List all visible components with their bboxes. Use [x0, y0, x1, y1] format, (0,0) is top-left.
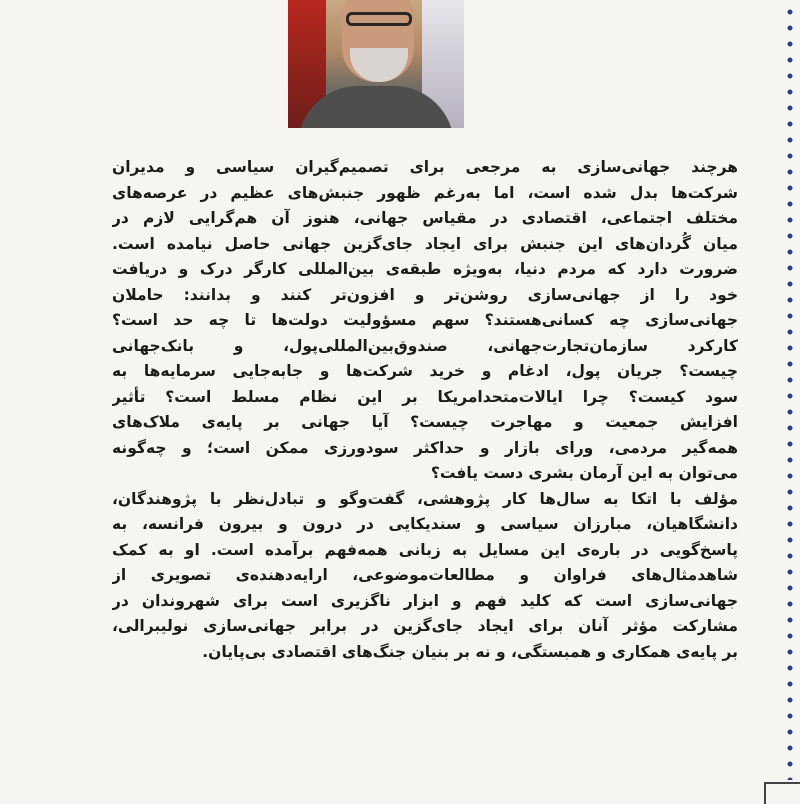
text-line: چیست؟ جریان پول، ادغام و خرید شرکت‌ها و جابه‌جایی سرمایه‌ها به [112, 362, 738, 380]
text-line: شاهدمثال‌های فراوان و مطالعات‌موضوعی، ارایه‌دهنده‌ی تصویری از [112, 566, 738, 584]
text-line: سود کیست؟ چرا ایالات‌متحدامریکا بر این نظام مسلط است؟ تأثیر [112, 387, 738, 406]
text-line: مؤلف با اتکا به سال‌ها کار پژوهشی، گفت‌وگو و تبادل‌نظر با پژوهندگان، [112, 489, 738, 508]
barcode-box-edge [764, 782, 800, 804]
text-line: ضرورت دارد که مردم دنیا، به‌ویژه طبقه‌ی بین‌المللی کارگر درک و دریافت [112, 260, 738, 278]
text-line: جهانی‌سازی چه کسانی‌هستند؟ سهم مسؤولیت دولت‌ها تا چه حد است؟ [112, 311, 738, 329]
blurb-text [112, 155, 738, 665]
text-line: کارکرد سازمان‌تجارت‌جهانی، صندوق‌بین‌المللی‌پول، و بانک‌جهانی [112, 336, 738, 355]
text-line: میان گُردان‌های این جنبش برای ایجاد جای‌گزین جهانی حاصل نیامده است. [112, 234, 738, 253]
dotted-border [785, 0, 795, 780]
text-line: پاسخ‌گویی در باره‌ی این مسایل به زبانی همه‌فهم برآمده است. او به کمک [112, 540, 738, 559]
text-line: دانشگاهیان، مبارزان سیاسی و سندیکایی در درون و بیرون فرانسه، به [112, 515, 738, 533]
text-line: هرچند جهانی‌سازی به مرجعی برای تصمیم‌گیران سیاسی و مدیران [112, 158, 738, 176]
text-line: افزایش جمعیت و مهاجرت چیست؟ آیا جهانی بر پایه‌ی ملاک‌های [112, 413, 738, 431]
text-line: همه‌گیر مردمی، ورای بازار و حداکثر سودورزی ممکن است؛ و چه‌گونه [112, 438, 738, 457]
glasses-icon [346, 12, 412, 26]
text-line: شرکت‌ها بدل شده است، اما به‌رغم ظهور جنبش‌های عظیم در عرصه‌های [112, 183, 738, 202]
text-line: جهانی‌سازی است که کلید فهم و ابزار ناگزیری است برای شهروندان در [112, 591, 738, 610]
text-line: مختلف اجتماعی، اقتصادی در مقیاس جهانی، هنوز آن هم‌گرایی لازم در [112, 209, 738, 227]
text-line: خود را از جهانی‌سازی روشن‌تر و افزون‌تر کنند و بدانند: حاملان [112, 285, 738, 304]
text-line: می‌توان به این آرمان بشری دست یافت؟ [430, 464, 738, 482]
text-line: مشارکت مؤثر آنان برای ایجاد جای‌گزین در برابر جهانی‌سازی نولیبرالی، [112, 617, 738, 635]
text-line: بر پایه‌ی همکاری و همبستگی، و نه بر بنیان جنگ‌های اقتصادی بی‌پایان. [202, 642, 738, 661]
author-photo [288, 0, 464, 128]
